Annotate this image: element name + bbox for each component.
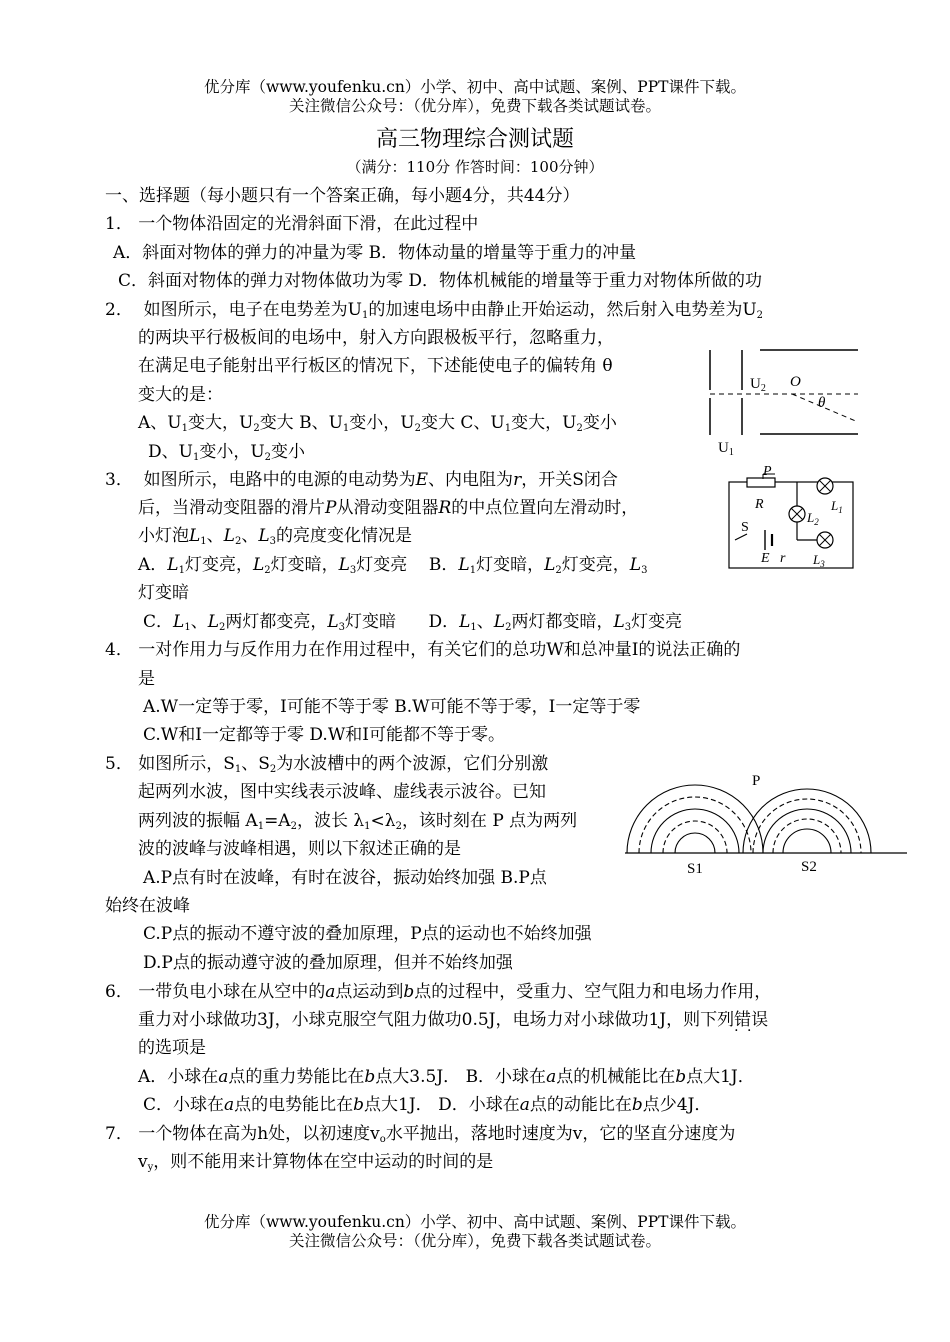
label-l2: $L_2$ bbox=[807, 510, 819, 527]
q3-circuit-figure bbox=[725, 462, 860, 574]
question-1-options-ab: A．斜面对物体的弹力的冲量为零 B．物体动量的增量等于重力的冲量 bbox=[113, 243, 637, 263]
question-2-line-1: 2． 如图所示，电子在电势差为$U_1$的加速电场中由静止开始运动，然后射入电势差为$U_2$ bbox=[105, 300, 764, 321]
label-l1: $L_1$ bbox=[831, 498, 843, 515]
question-4-line-1: 4． 一对作用力与反作用力在作用过程中，有关它们的总功W和总冲量I的说法正确的 bbox=[105, 640, 741, 660]
question-6-options-cd: C．小球在a点的电势能比在b点大1J． D．小球在a点的动能比在b点少4J． bbox=[143, 1095, 712, 1115]
question-5-option-a-cont: 始终在波峰 bbox=[105, 896, 190, 916]
question-2-options-abc: A、$U_1$变大，$U_2$变大 B、$U_1$变小，$U_2$变大 C、$U_1$变大，$U_2$变小 bbox=[138, 413, 617, 434]
label-s: S bbox=[741, 520, 749, 535]
s1-crest-mid bbox=[651, 809, 739, 853]
label-e: E bbox=[761, 551, 770, 566]
question-1-options-cd: C．斜面对物体的弹力对物体做功为零 D．物体机械能的增量等于重力对物体所做的功 bbox=[118, 271, 763, 291]
question-6-line-2: 重力对小球做功3J，小球克服空气阻力做功0.5J，电场力对小球做功1J，则下列错误 · · bbox=[138, 1009, 768, 1031]
question-4-options-ab: A.W一定等于零，I可能不等于零 B.W可能不等于零，I一定等于零 bbox=[143, 697, 641, 717]
header-line-2: 关注微信公众号：（优分库），免费下载各类试题试卷。 bbox=[288, 97, 661, 115]
page-title: 高三物理综合测试题 bbox=[375, 127, 574, 152]
label-r-big: R bbox=[755, 497, 764, 512]
question-2-option-d: D、$U_1$变小，$U_2$变小 bbox=[148, 442, 306, 463]
question-5-line-1: 5． 如图所示，$S_1$、$S_2$为水波槽中的两个波源，它们分别激 bbox=[105, 754, 549, 775]
u1-label: $U_1$ bbox=[718, 440, 734, 458]
label-s2: S2 bbox=[801, 859, 817, 875]
s1-trough-outer bbox=[639, 797, 751, 853]
label-l3: $L_3$ bbox=[813, 552, 825, 569]
question-3-options-ab: A．$L_1$灯变亮，$L_2$灯变暗，$L_3$灯变亮 B．$L_1$灯变暗，$L_2$灯变亮，$L_3$ bbox=[138, 555, 648, 576]
q2-deflection-figure bbox=[700, 340, 870, 460]
s2-trough-outer bbox=[753, 799, 861, 853]
question-3-options-cd: C．$L_1$、$L_2$两灯都变亮，$L_3$灯变暗 D．$L_1$、$L_2$两灯都变暗，$L_3$灯变亮 bbox=[143, 612, 683, 633]
question-5-option-d: D.P点的振动遵守波的叠加原理，但并不始终加强 bbox=[143, 953, 513, 973]
question-5-option-a: A.P点有时在波峰，有时在波谷，振动始终加强 B.P点 bbox=[143, 868, 547, 888]
question-2-line-3: 在满足电子能射出平行板区的情况下，下述能使电子的偏转角 θ bbox=[138, 356, 613, 376]
question-5-line-3: 两列波的振幅 $A_1=A_2$，波长 $\lambda_1<\lambda_2$，该时刻在 P 点为两列 bbox=[138, 811, 578, 832]
question-6-line-1: 6． 一带负电小球在从空中的a点运动到b点的过程中，受重力、空气阻力和电场力作用， bbox=[105, 982, 772, 1002]
question-2-line-2: 的两块平行极板间的电场中，射入方向跟极板平行，忽略重力， bbox=[138, 328, 614, 348]
s2-crest-inner bbox=[783, 829, 831, 853]
question-1-stem: 1． 一个物体沿固定的光滑斜面下滑，在此过程中 bbox=[105, 214, 479, 234]
question-4-line-2: 是 bbox=[138, 669, 155, 689]
s1-crest-inner bbox=[675, 833, 715, 853]
question-5-line-2: 起两列水波，图中实线表示波峰、虚线表示波谷。已知 bbox=[138, 782, 546, 802]
label-p: P bbox=[752, 773, 761, 789]
question-3-line-3: 小灯泡$L_1$、$L_2$、$L_3$的亮度变化情况是 bbox=[138, 526, 413, 547]
label-r-small: r bbox=[780, 551, 786, 566]
section-heading: 一、选择题（每小题只有一个答案正确，每小题4分，共44分） bbox=[105, 186, 580, 206]
header-line-1: 优分库（www.youfenku.cn）小学、初中、高中试题、案例、PPT课件下载。 bbox=[203, 78, 747, 96]
question-6-options-ab: A．小球在a点的重力势能比在b点大3.5J． B．小球在a点的机械能比在b点大1J． bbox=[138, 1067, 755, 1087]
q5-wave-figure bbox=[625, 765, 910, 880]
question-4-options-cd: C.W和I一定都等于零 D.W和I可能都不等于零。 bbox=[143, 725, 506, 745]
question-3-line-2: 后，当滑动变阻器的滑片P从滑动变阻器R的中点位置向左滑动时， bbox=[138, 498, 639, 518]
rheostat-r bbox=[747, 478, 775, 487]
label-s1: S1 bbox=[687, 861, 703, 877]
s1-trough-inner bbox=[663, 821, 727, 853]
label-p: P bbox=[763, 464, 772, 479]
question-3-line-1: 3． 如图所示，电路中的电源的电动势为E、内电阻为r，开关S闭合 bbox=[105, 470, 618, 490]
s2-crest-mid bbox=[763, 809, 851, 853]
page-subtitle: （满分：110分 作答时间：100分钟） bbox=[346, 158, 604, 176]
theta-label: θ bbox=[818, 395, 826, 411]
s1-crest-outer bbox=[627, 785, 763, 853]
question-7-line-1: 7． 一个物体在高为h处，以初速度$v_o$水平抛出，落地时速度为v，它的坚直分速度为 bbox=[105, 1124, 736, 1145]
footer-line-2: 关注微信公众号：（优分库），免费下载各类试题试卷。 bbox=[288, 1232, 661, 1250]
question-6-line-3: 的选项是 bbox=[138, 1038, 206, 1058]
question-2-line-4: 变大的是： bbox=[138, 385, 223, 405]
question-7-line-2: $v_y$，则不能用来计算物体在空中运动的时间的是 bbox=[138, 1152, 494, 1173]
footer-line-1: 优分库（www.youfenku.cn）小学、初中、高中试题、案例、PPT课件下载。 bbox=[203, 1213, 747, 1231]
o-label: O bbox=[790, 374, 801, 390]
u2-label: $U_2$ bbox=[750, 376, 766, 394]
question-3-option-b-cont: 灯变暗 bbox=[138, 583, 189, 603]
question-5-option-c: C.P点的振动不遵守波的叠加原理，P点的运动也不始终加强 bbox=[143, 924, 592, 944]
question-5-line-4: 波的波峰与波峰相遇，则以下叙述正确的是 bbox=[138, 839, 461, 859]
